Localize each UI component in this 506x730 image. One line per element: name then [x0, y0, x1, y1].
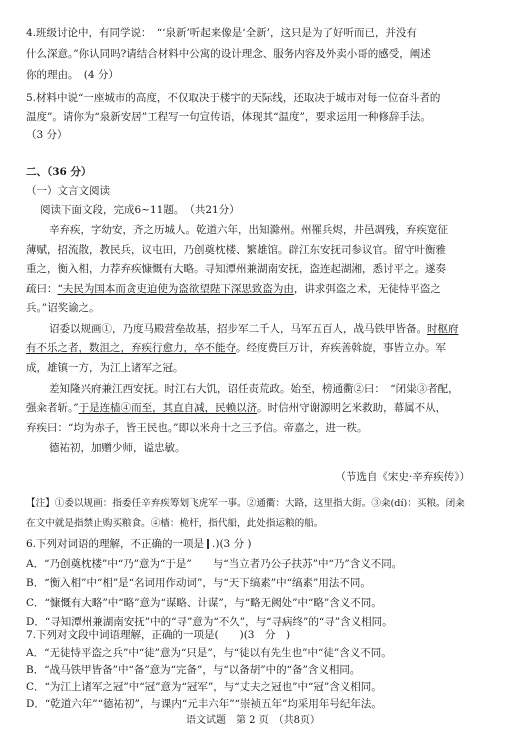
underlined-sentence-2b: 有不乐之者，数沮之，弃疾行愈力，卒不能夺	[26, 342, 236, 354]
q7-option-d: D．“乾道六年”“德祐初”，与课内“元丰六年”“崇祯五年”均采用年号纪年法。	[26, 698, 382, 710]
q4-line2: 什么深意。”你认同吗?请结合材料中公寓的设计理念、服务内容及外卖小哥的感受，阐述	[26, 48, 431, 60]
passage-p1-line2: 薄赋，招流散，教民兵，议屯田，乃创奠枕楼、繁雄馆。辟江东安抚司参议官。留守叶衡雅	[26, 244, 446, 256]
q7-option-a: A．“无徒恃平盗之兵”中“徒”意为“只是”，与“徒以有先生也”中“徒”含义不同。	[26, 647, 392, 659]
section2-subheading: （一）文言文阅读	[26, 185, 110, 197]
section2-instruction: 阅读下面文段，完成6~11题。 （共21分）	[40, 204, 240, 216]
passage-p4-line1: 德祐初，加赠少师，谥忠敏。	[49, 442, 186, 454]
passage-p3-line2	[26, 401, 486, 415]
notes-line2: 在文中就是指禁止购买粮食。④樯：桅杆，指代船，此处指运粮的船。	[26, 518, 324, 529]
passage-p1-line3: 重之，衡入相，力荐弃疾慷慨有大略。寻知潭州兼湖南安抚，盗连起湖湘，悉讨平之。遂奏	[26, 263, 446, 275]
passage-p1-line1: 辛弃疾，字幼安，齐之历城人。乾道六年，出知滁州。州罹兵烬，井邑凋残，弃疾宽征	[49, 224, 448, 236]
underlined-sentence-2a: 时枢府	[427, 323, 459, 335]
passage-p1-line4	[26, 282, 486, 296]
q4-line3: 你的理由。 (4 分）	[26, 69, 119, 81]
q7-option-c: C．“为江上诸军之冠”中“冠”意为“冠军”，与“丈夫之冠也”中“冠”含义相同。	[26, 681, 382, 693]
passage-p3-line2-prefix: 强籴者斩。”	[26, 402, 79, 414]
passage-p1-line4-prefix: 疏曰：	[26, 283, 58, 295]
passage-p2-line2	[26, 341, 486, 355]
q4-line1: 4.班级讨论中，有同学说： “‘泉新’听起来像是‘全新’，这只是为了好听而已，并没有	[26, 27, 417, 39]
q7-option-b: B．“战马铁甲皆备”中“备”意为“完备”，与“以备胡”中的“备”含义相同。	[26, 664, 361, 676]
passage-p3-line1: 差知隆兴府兼江西安抚。时江右大饥，诏任责荒政。始至，榜通衢②曰： “闭粜③者配，	[49, 383, 459, 395]
passage-p1-line4-suffix: ，讲求弭盗之术，无徒恃平盗之	[293, 283, 441, 295]
passage-p2-line1-text: 诏委以规画①，乃度马殿营垒故基，招步军二千人，马军五百人，战马铁甲皆备。	[49, 323, 427, 335]
underlined-sentence-3: 于是连樯④而至，其直自减，民赖以济	[78, 402, 258, 414]
q6-stem-points: .)(3 分 )	[212, 538, 252, 550]
underlined-sentence-1: “夫民为国本而贪吏迫使为盗欲望陛下深思致盗为由	[57, 283, 294, 295]
passage-p2-line3: 成，雄镇一方，为江上诸军之冠。	[26, 362, 184, 374]
q6-option-c: C．“慷慨有大略”中“略”意为“谋略、计谋”，与“略无阙处”中“略”含义不同。	[26, 597, 382, 609]
q5-line1: 5.材料中说“一座城市的高度，不仅取决于楼宇的天际线，还取决于城市对每一位奋斗者的	[26, 92, 441, 104]
q6-stem-text: 6.下列对词语的理解，不正确的一项是	[26, 538, 205, 550]
passage-p3-line3: 弃疾曰：“均为赤子，皆王民也。”即以米舟十之三予信。帝嘉之，进一秩。	[26, 422, 368, 434]
q6-option-a: A．“乃创奠枕楼”中“乃”意为“于是” 与“当立者乃公子扶苏”中“乃”含义不同。	[26, 558, 403, 570]
passage-p2-line1	[49, 322, 506, 336]
q6-stem	[26, 537, 486, 551]
q5-line2: 温度”。请你为“泉新安居”工程写一句宣传语，体现其“温度”，要求运用一种修辞手法。	[26, 111, 431, 123]
page-footer: 语文试题 第 2 页 （共8页）	[185, 715, 321, 726]
passage-p3-line2-suffix: 。时信州守谢源明乞米救助，幕属不从，	[257, 402, 447, 414]
notes-line1: 【注】①委以规画：指委任辛弃疾筹划飞虎军一事。②通衢：大路，这里指大街。③籴(dí)：买粮。闭籴	[26, 498, 465, 509]
q6-option-b: B．“衡入相”中“相”是“名词用作动词”，与“天下缟素”中“缟素”用法不同。	[26, 577, 371, 589]
passage-source: （节选自《宋史·辛弃疾传》）	[335, 471, 470, 483]
section2-heading: 二、（36 分）	[26, 166, 92, 178]
answer-mark	[207, 539, 209, 549]
q7-stem: 7.下列对文段中词语理解，正确的一项是( )(3 分 )	[26, 629, 291, 641]
passage-p1-line5: 兵。”诏奖谕之。	[26, 302, 100, 314]
q6-option-d: D．“寻知潭州兼湖南安抚”中的“寻”意为“不久”，与“寻病终”的“寻”含义相同。	[26, 616, 393, 628]
passage-p2-line2-suffix: 。经度费巨万计，弃疾善斡旋，事皆立办。军	[236, 342, 446, 354]
q5-line3: （3 分）	[26, 129, 68, 141]
